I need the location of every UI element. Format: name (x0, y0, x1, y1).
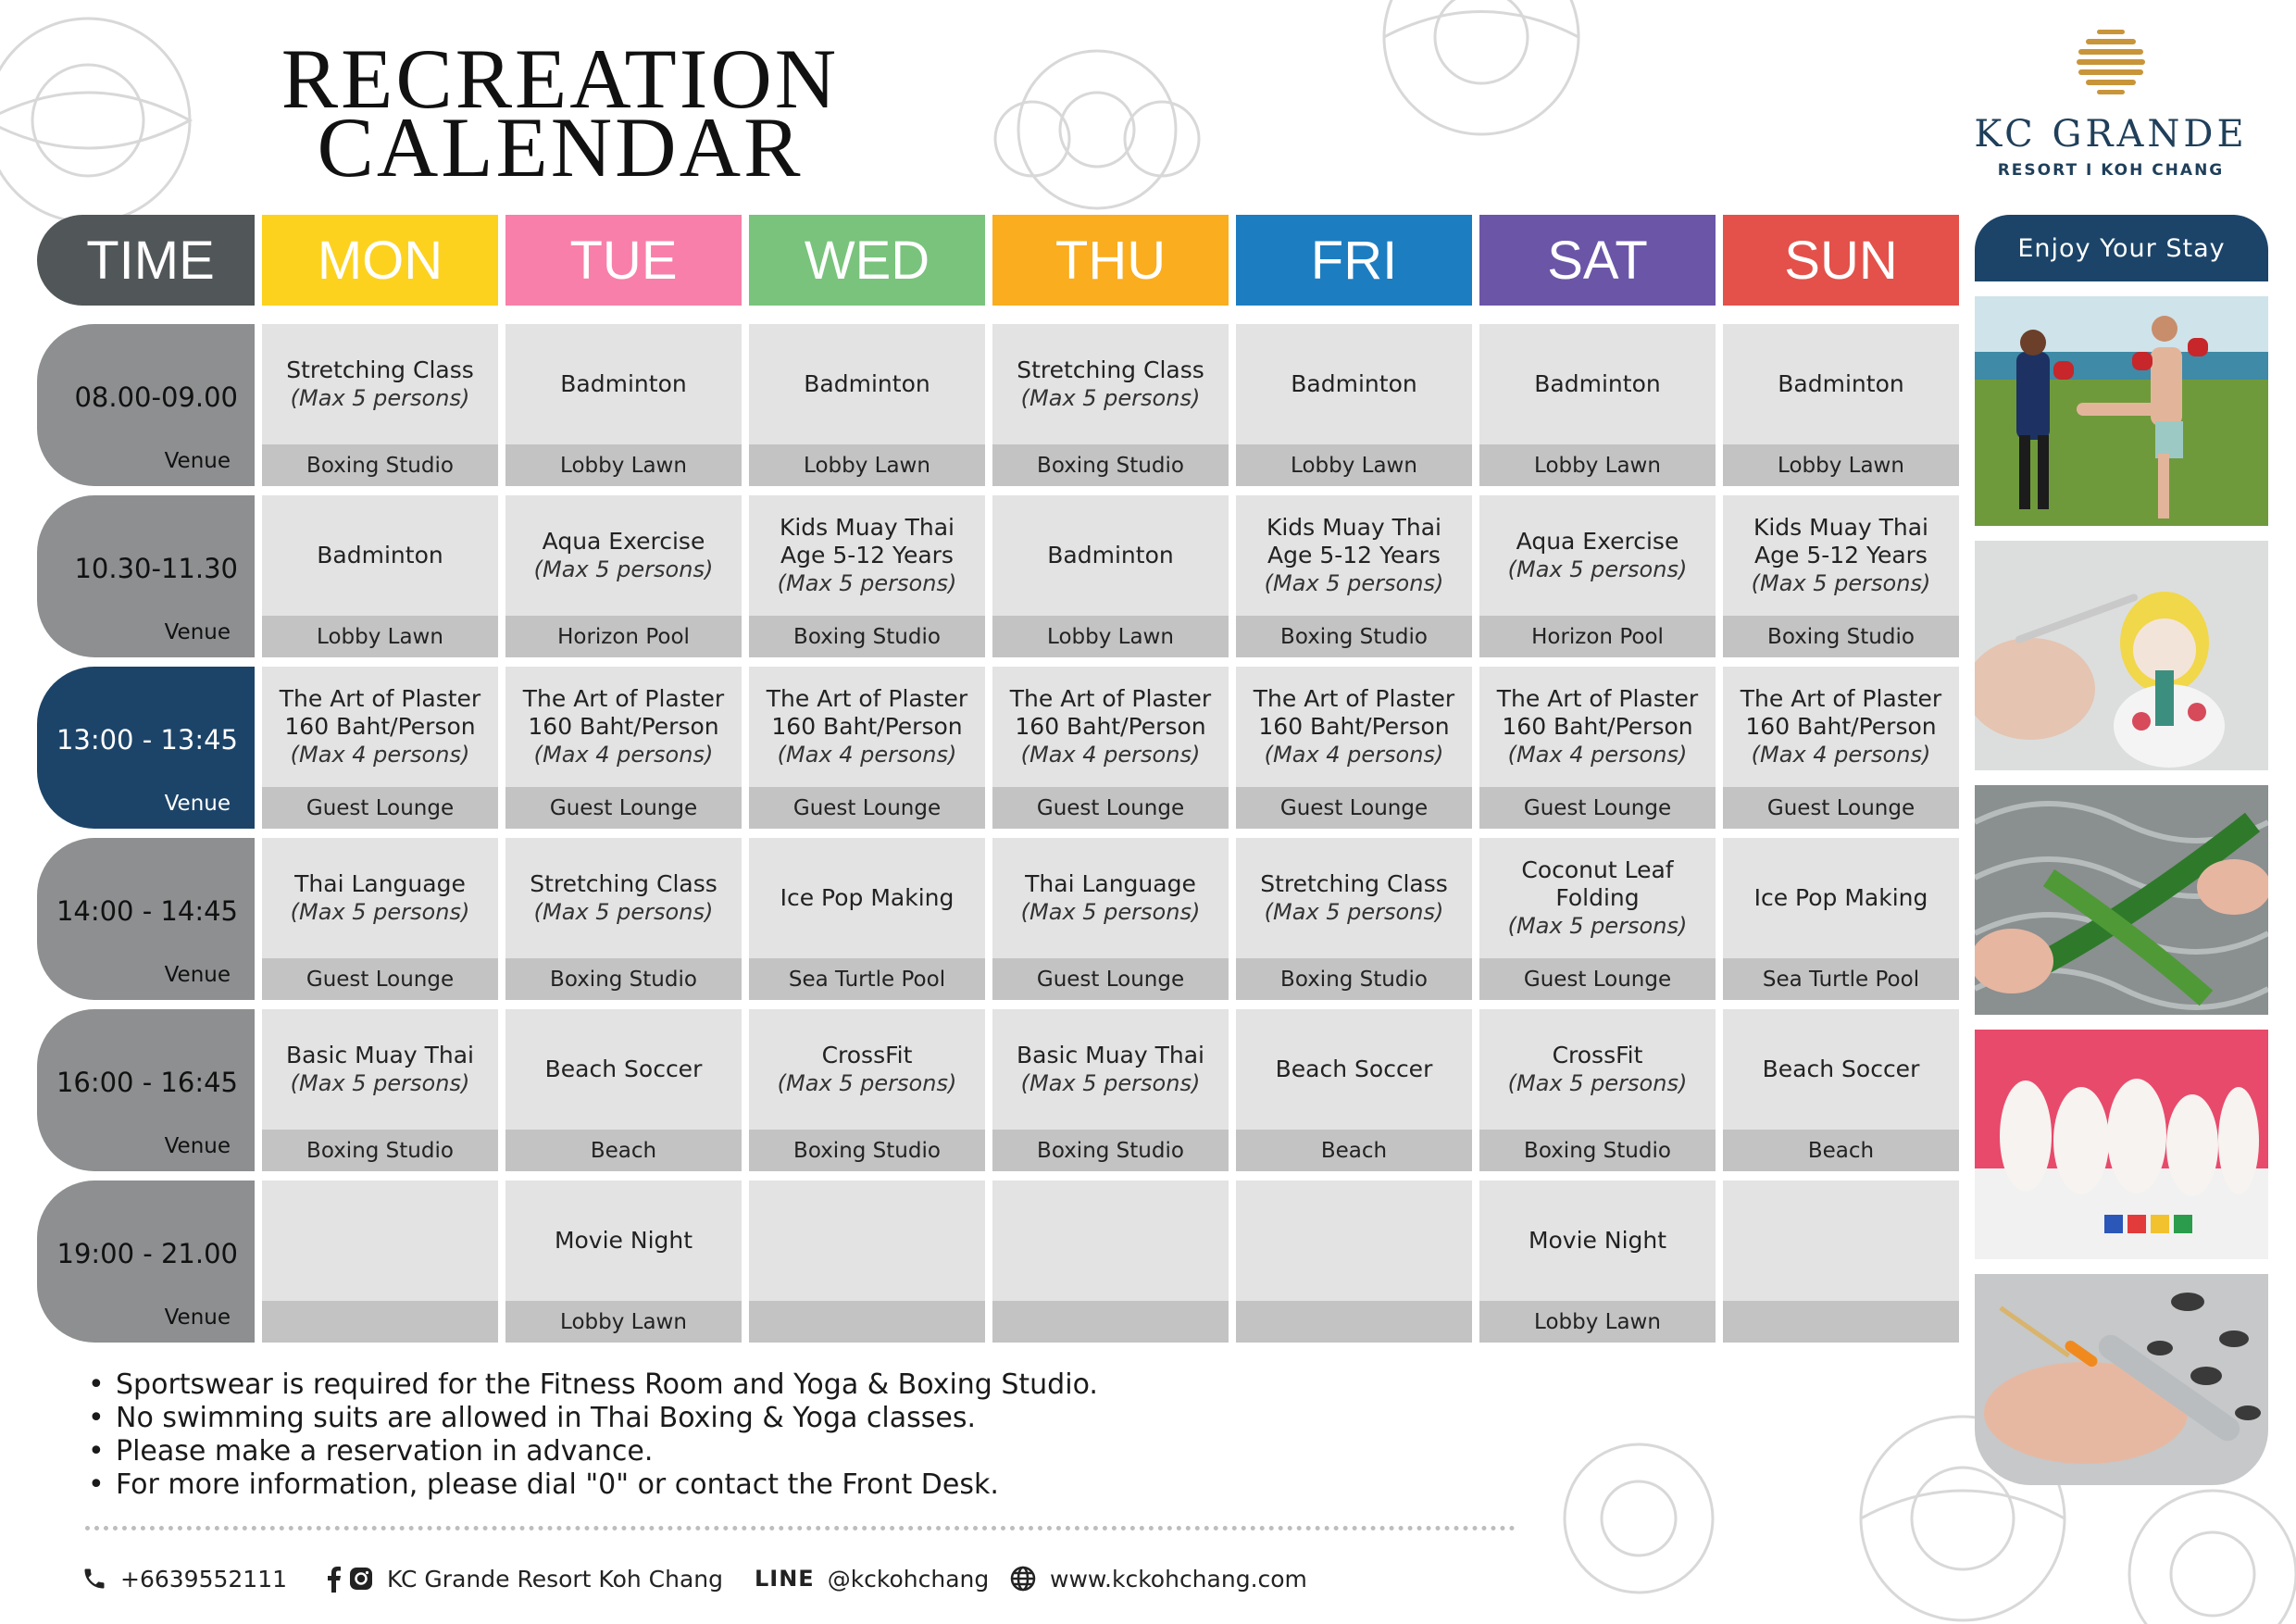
activity-name: Badminton (317, 542, 443, 568)
venue-name (262, 1301, 498, 1343)
activity-details (1236, 324, 1472, 444)
activity-name: Kids Muay Thai (1266, 514, 1442, 541)
venue-name: Lobby Lawn (505, 444, 742, 486)
instagram-icon (348, 1566, 374, 1592)
venue-name: Boxing Studio (1236, 616, 1472, 657)
phone-icon (81, 1566, 107, 1592)
venue-name: Boxing Studio (262, 1130, 498, 1171)
activity-details (1236, 667, 1472, 787)
venue-name: Guest Lounge (1723, 787, 1959, 829)
activity-name: 160 Baht/Person (771, 713, 963, 740)
venue-name (1236, 1301, 1472, 1343)
day-header-wed: WED (749, 215, 985, 306)
notes-list (88, 1368, 1098, 1502)
activity-details (262, 667, 498, 787)
activity-cell (1236, 1181, 1472, 1343)
activity-name: Beach Soccer (544, 1056, 703, 1082)
activity-name: Folding (1555, 884, 1640, 911)
activity-details (1236, 495, 1472, 616)
time-slot (37, 495, 255, 657)
activity-cell (992, 495, 1229, 657)
activity-details (749, 838, 985, 958)
venue-name: Boxing Studio (992, 1130, 1229, 1171)
time-label: 16:00 - 16:45 (56, 1067, 238, 1098)
activity-details (749, 324, 985, 444)
capacity-note: (Max 5 persons) (290, 899, 470, 925)
activity-name: Stretching Class (1260, 870, 1448, 897)
activity-name: Kids Muay Thai (779, 514, 955, 541)
activity-details (992, 667, 1229, 787)
activity-name: Aqua Exercise (542, 528, 705, 555)
venue-name: Lobby Lawn (992, 616, 1229, 657)
activity-cell (262, 667, 498, 829)
activity-name: Beach Soccer (1762, 1056, 1920, 1082)
activity-name: The Art of Plaster (522, 685, 725, 712)
activity-cell (505, 1009, 742, 1171)
note-item: • No swimming suits are allowed in Thai Boxing & Yoga classes. (88, 1402, 1098, 1435)
activity-name: Movie Night (1528, 1227, 1667, 1254)
venue-name: Guest Lounge (262, 958, 498, 1000)
capacity-note: (Max 5 persons) (290, 385, 470, 411)
activity-cell (262, 838, 498, 1000)
activity-name: Badminton (1778, 370, 1904, 397)
brand-logo (1963, 26, 2259, 180)
activity-details (1723, 1181, 1959, 1301)
activity-cell (262, 1009, 498, 1171)
capacity-note: (Max 5 persons) (777, 570, 957, 596)
venue-name: Boxing Studio (505, 958, 742, 1000)
activity-cell (992, 667, 1229, 829)
activity-cell (749, 1009, 985, 1171)
activity-details (992, 324, 1229, 444)
activity-cell (1723, 1009, 1959, 1171)
activity-cell (1723, 495, 1959, 657)
enjoy-your-stay-header: Enjoy Your Stay (1975, 215, 2268, 281)
venue-name: Guest Lounge (749, 787, 985, 829)
facebook-icon (324, 1565, 343, 1593)
activity-cell (749, 324, 985, 486)
brand-name: KC GRANDE (1974, 113, 2248, 156)
capacity-note: (Max 5 persons) (533, 556, 714, 582)
venue-row-label: Venue (164, 792, 231, 816)
note-item: • For more information, please dial "0" or contact the Front Desk. (88, 1468, 1098, 1502)
activity-details (1236, 838, 1472, 958)
activity-name: 160 Baht/Person (1015, 713, 1206, 740)
activity-details (1479, 667, 1716, 787)
capacity-note: (Max 4 persons) (1507, 742, 1688, 768)
capacity-note: (Max 5 persons) (290, 1070, 470, 1096)
activity-name: Ice Pop Making (1753, 884, 1928, 911)
activity-name: 160 Baht/Person (1258, 713, 1450, 740)
activity-details (262, 838, 498, 958)
venue-name: Sea Turtle Pool (1723, 958, 1959, 1000)
activity-name: The Art of Plaster (766, 685, 968, 712)
capacity-note: (Max 5 persons) (1507, 556, 1688, 582)
activity-details (992, 1181, 1229, 1301)
activity-cell (1479, 838, 1716, 1000)
activity-details (749, 1009, 985, 1130)
venue-name: Boxing Studio (1723, 616, 1959, 657)
venue-name (1723, 1301, 1959, 1343)
activity-details (1479, 1181, 1716, 1301)
time-label: 08.00-09.00 (74, 381, 238, 413)
venue-name: Guest Lounge (992, 787, 1229, 829)
activity-details (1723, 838, 1959, 958)
capacity-note: (Max 5 persons) (1020, 385, 1201, 411)
activity-details (1479, 324, 1716, 444)
activity-name: Badminton (1534, 370, 1661, 397)
activity-name: Aqua Exercise (1516, 528, 1679, 555)
activity-cell (262, 1181, 498, 1343)
activity-name: Stretching Class (530, 870, 718, 897)
activity-cell (1723, 1181, 1959, 1343)
activity-name: Badminton (1291, 370, 1417, 397)
activity-cell (749, 495, 985, 657)
activity-cell (992, 1181, 1229, 1343)
activity-name: Kids Muay Thai (1753, 514, 1929, 541)
activity-details (262, 324, 498, 444)
activity-name: Age 5-12 Years (1754, 542, 1928, 568)
day-header-sat: SAT (1479, 215, 1716, 306)
activity-details (1479, 1009, 1716, 1130)
activity-name: 160 Baht/Person (528, 713, 719, 740)
activity-name: Beach Soccer (1275, 1056, 1433, 1082)
day-header-thu: THU (992, 215, 1229, 306)
activity-name: Badminton (560, 370, 687, 397)
activity-cell (992, 838, 1229, 1000)
activity-details (1479, 495, 1716, 616)
activity-name: The Art of Plaster (1740, 685, 1942, 712)
page-title (273, 31, 847, 194)
activity-details (992, 838, 1229, 958)
activity-name: Badminton (1047, 542, 1174, 568)
venue-name: Guest Lounge (1479, 787, 1716, 829)
activity-details (262, 495, 498, 616)
dotted-divider (85, 1526, 1516, 1530)
activity-details (749, 495, 985, 616)
time-slot (37, 1181, 255, 1343)
venue-name: Boxing Studio (1236, 958, 1472, 1000)
venue-name: Guest Lounge (1479, 958, 1716, 1000)
activity-cell (1479, 495, 1716, 657)
activity-cell (1723, 838, 1959, 1000)
time-slot (37, 1009, 255, 1171)
activity-details (1479, 838, 1716, 958)
activity-details (1723, 495, 1959, 616)
venue-row-label: Venue (164, 1134, 231, 1158)
venue-row-label: Venue (164, 620, 231, 644)
ice-pop-making-photo (1975, 1274, 2268, 1485)
activity-cell (1479, 324, 1716, 486)
activity-name: Ice Pop Making (780, 884, 955, 911)
capacity-note: (Max 5 persons) (1020, 1070, 1201, 1096)
muay-thai-beach-photo (1975, 296, 2268, 526)
activity-details (505, 495, 742, 616)
capacity-note: (Max 5 persons) (1020, 899, 1201, 925)
activity-name: Movie Night (554, 1227, 693, 1254)
capacity-note: (Max 5 persons) (1507, 913, 1688, 939)
venue-name: Lobby Lawn (1479, 1301, 1716, 1343)
plaster-figurines-photo (1975, 1030, 2268, 1259)
activity-details (505, 667, 742, 787)
footer-social[interactable] (324, 1560, 723, 1597)
activity-name: The Art of Plaster (1009, 685, 1212, 712)
venue-name: Lobby Lawn (505, 1301, 742, 1343)
activity-name: Basic Muay Thai (1017, 1042, 1204, 1068)
activity-cell (992, 1009, 1229, 1171)
venue-name (749, 1301, 985, 1343)
venue-name: Boxing Studio (992, 444, 1229, 486)
venue-name: Lobby Lawn (1723, 444, 1959, 486)
capacity-note: (Max 5 persons) (777, 1070, 957, 1096)
venue-name: Lobby Lawn (749, 444, 985, 486)
activity-cell (1236, 838, 1472, 1000)
activity-cell (505, 667, 742, 829)
venue-name (992, 1301, 1229, 1343)
activity-name: The Art of Plaster (1253, 685, 1455, 712)
activity-name: The Art of Plaster (1496, 685, 1699, 712)
activity-name: CrossFit (1552, 1042, 1643, 1068)
activity-details (1236, 1009, 1472, 1130)
activity-details (505, 1181, 742, 1301)
activity-cell (505, 495, 742, 657)
activity-cell (1479, 667, 1716, 829)
activity-cell (1723, 667, 1959, 829)
activity-cell (1479, 1181, 1716, 1343)
sun-stripes-logo-icon (2069, 26, 2152, 100)
note-item: • Please make a reservation in advance. (88, 1435, 1098, 1468)
activity-details (1236, 1181, 1472, 1301)
activity-cell (992, 324, 1229, 486)
venue-row-label: Venue (164, 963, 231, 987)
day-header-sun: SUN (1723, 215, 1959, 306)
activity-details (262, 1009, 498, 1130)
activity-name: CrossFit (821, 1042, 913, 1068)
activity-cell (1479, 1009, 1716, 1171)
line-label: LINE (755, 1566, 815, 1592)
footer-website[interactable] (1009, 1560, 1307, 1597)
activity-name: 160 Baht/Person (284, 713, 476, 740)
activity-cell (1236, 495, 1472, 657)
venue-name: Sea Turtle Pool (749, 958, 985, 1000)
venue-name: Guest Lounge (505, 787, 742, 829)
venue-name: Boxing Studio (749, 616, 985, 657)
phone-number: +6639552111 (120, 1565, 288, 1593)
capacity-note: (Max 4 persons) (1264, 742, 1444, 768)
activity-name: Badminton (804, 370, 930, 397)
day-header-tue: TUE (505, 215, 742, 306)
venue-name: Beach (1236, 1130, 1472, 1171)
website-url: www.kckohchang.com (1050, 1565, 1307, 1593)
activity-cell (1236, 324, 1472, 486)
venue-name: Lobby Lawn (1236, 444, 1472, 486)
time-label: 10.30-11.30 (74, 553, 238, 584)
activity-cell (749, 838, 985, 1000)
activity-details (749, 1181, 985, 1301)
day-header-mon: MON (262, 215, 498, 306)
capacity-note: (Max 5 persons) (533, 899, 714, 925)
activity-details (992, 495, 1229, 616)
day-header-fri: FRI (1236, 215, 1472, 306)
activity-details (992, 1009, 1229, 1130)
activity-name: 160 Baht/Person (1745, 713, 1937, 740)
activity-name: Stretching Class (286, 356, 474, 383)
capacity-note: (Max 5 persons) (1264, 899, 1444, 925)
activity-details (505, 324, 742, 444)
time-slot (37, 667, 255, 829)
coconut-leaf-folding-photo (1975, 785, 2268, 1015)
capacity-note: (Max 4 persons) (290, 742, 470, 768)
activity-details (1723, 1009, 1959, 1130)
activity-cell (262, 324, 498, 486)
venue-name: Guest Lounge (1236, 787, 1472, 829)
capacity-note: (Max 5 persons) (1507, 1070, 1688, 1096)
activity-name: Coconut Leaf (1521, 856, 1674, 883)
capacity-note: (Max 4 persons) (777, 742, 957, 768)
capacity-note: (Max 4 persons) (1020, 742, 1201, 768)
activity-cell (749, 667, 985, 829)
time-label: 14:00 - 14:45 (56, 895, 238, 927)
time-column-header: TIME (37, 215, 255, 306)
line-id: @kckohchang (827, 1565, 990, 1593)
time-slot (37, 324, 255, 486)
venue-row-label: Venue (164, 1305, 231, 1330)
activity-cell (1236, 1009, 1472, 1171)
venue-name: Lobby Lawn (1479, 444, 1716, 486)
capacity-note: (Max 5 persons) (1751, 570, 1931, 596)
activity-details (1723, 324, 1959, 444)
activity-name: Basic Muay Thai (286, 1042, 474, 1068)
venue-name: Beach (505, 1130, 742, 1171)
globe-icon (1009, 1565, 1037, 1593)
title-line-1: RECREATION (281, 31, 840, 126)
venue-name: Horizon Pool (1479, 616, 1716, 657)
venue-name: Guest Lounge (262, 787, 498, 829)
activity-details (262, 1181, 498, 1301)
activity-details (505, 1009, 742, 1130)
venue-name: Lobby Lawn (262, 616, 498, 657)
time-slot (37, 838, 255, 1000)
capacity-note: (Max 4 persons) (1751, 742, 1931, 768)
footer-phone[interactable] (81, 1560, 287, 1597)
activity-cell (262, 495, 498, 657)
activity-name: The Art of Plaster (279, 685, 481, 712)
footer-line[interactable] (755, 1560, 989, 1597)
venue-name: Beach (1723, 1130, 1959, 1171)
venue-name: Boxing Studio (262, 444, 498, 486)
activity-name: Stretching Class (1017, 356, 1204, 383)
activity-cell (1236, 667, 1472, 829)
plaster-painting-photo (1975, 541, 2268, 770)
venue-name: Horizon Pool (505, 616, 742, 657)
activity-name: Thai Language (294, 870, 466, 897)
social-name: KC Grande Resort Koh Chang (387, 1565, 723, 1593)
activity-name: 160 Baht/Person (1502, 713, 1693, 740)
activity-name: Thai Language (1025, 870, 1196, 897)
venue-row-label: Venue (164, 449, 231, 473)
venue-name: Guest Lounge (992, 958, 1229, 1000)
note-item: • Sportswear is required for the Fitness Room and Yoga & Boxing Studio. (88, 1368, 1098, 1402)
activity-cell (1723, 324, 1959, 486)
activity-details (505, 838, 742, 958)
venue-name: Boxing Studio (1479, 1130, 1716, 1171)
capacity-note: (Max 4 persons) (533, 742, 714, 768)
activity-cell (505, 324, 742, 486)
activity-cell (749, 1181, 985, 1343)
title-line-2: CALENDAR (317, 100, 804, 194)
activity-cell (505, 1181, 742, 1343)
brand-subtitle: RESORT I KOH CHANG (1997, 161, 2225, 180)
activity-details (1723, 667, 1959, 787)
activity-cell (505, 838, 742, 1000)
activity-name: Age 5-12 Years (780, 542, 954, 568)
activity-name: Age 5-12 Years (1267, 542, 1441, 568)
time-label: 19:00 - 21.00 (56, 1238, 238, 1269)
venue-name: Boxing Studio (749, 1130, 985, 1171)
capacity-note: (Max 5 persons) (1264, 570, 1444, 596)
activity-details (749, 667, 985, 787)
time-label: 13:00 - 13:45 (56, 724, 238, 756)
